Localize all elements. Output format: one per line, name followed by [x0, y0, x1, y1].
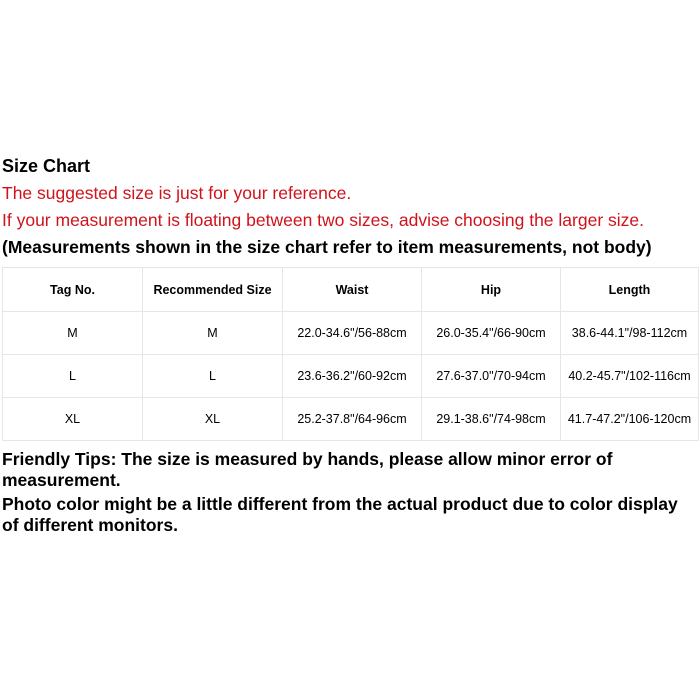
cell-recommended-size: L: [143, 355, 283, 398]
header-hip: Hip: [422, 268, 561, 312]
tip-photo-color: Photo color might be a little different from the actual product due to color display of different monitors.: [2, 494, 678, 535]
friendly-tips: [2, 449, 698, 536]
cell-length: 38.6-44.1"/98-112cm: [561, 312, 699, 355]
header-length: Length: [561, 268, 699, 312]
table-row: [3, 355, 699, 398]
size-table: [2, 267, 699, 441]
cell-waist: 23.6-36.2"/60-92cm: [283, 355, 422, 398]
header-waist: Waist: [283, 268, 422, 312]
table-row: [3, 312, 699, 355]
cell-hip: 29.1-38.6"/74-98cm: [422, 398, 561, 441]
table-header-row: [3, 268, 699, 312]
larger-size-advice: If your measurement is floating between two sizes, advise choosing the larger size.: [2, 210, 644, 230]
cell-waist: 25.2-37.8"/64-96cm: [283, 398, 422, 441]
cell-recommended-size: M: [143, 312, 283, 355]
page-title: Size Chart: [2, 156, 91, 176]
cell-hip: 27.6-37.0"/70-94cm: [422, 355, 561, 398]
cell-hip: 26.0-35.4"/66-90cm: [422, 312, 561, 355]
cell-tag-no: M: [3, 312, 143, 355]
cell-length: 40.2-45.7"/102-116cm: [561, 355, 699, 398]
cell-waist: 22.0-34.6"/56-88cm: [283, 312, 422, 355]
reference-note: The suggested size is just for your reference.: [2, 183, 352, 203]
cell-tag-no: XL: [3, 398, 143, 441]
header-recommended-size: Recommended Size: [143, 268, 283, 312]
cell-recommended-size: XL: [143, 398, 283, 441]
header-tag-no: Tag No.: [3, 268, 143, 312]
table-row: [3, 398, 699, 441]
cell-length: 41.7-47.2"/106-120cm: [561, 398, 699, 441]
measurement-note: (Measurements shown in the size chart refer to item measurements, not body): [2, 237, 652, 257]
tip-measurement-error: Friendly Tips: The size is measured by hands, please allow minor error of measurement.: [2, 449, 613, 490]
cell-tag-no: L: [3, 355, 143, 398]
size-chart-content: [2, 153, 698, 539]
